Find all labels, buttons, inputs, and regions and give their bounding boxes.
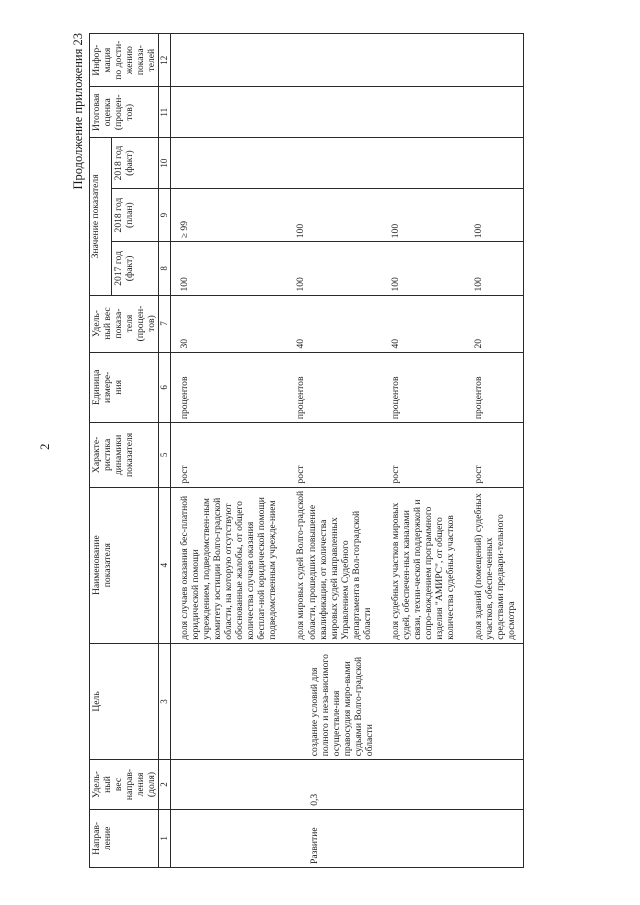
- value-2018-plan-cell: ≥ 99: [171, 188, 280, 241]
- dynamics-cell: рост: [457, 423, 524, 487]
- column-number: 12: [159, 34, 171, 87]
- dynamics-cell: рост: [171, 423, 280, 487]
- column-number: 11: [159, 87, 171, 138]
- value-2018-fact-cell: [279, 138, 373, 189]
- column-number: 3: [159, 643, 171, 759]
- direction-cell: Развитие: [171, 809, 524, 867]
- dynamics-cell: рост: [279, 423, 373, 487]
- value-2017-fact-cell: 100: [457, 242, 524, 295]
- header-row-1: [90, 34, 112, 868]
- goal-cell: создание условий для полного и неза-висимого осуществле-ния правосудия миро-выми судьями Волго-градской области: [171, 643, 524, 759]
- header-final-score: Итоговая оценка (процен- тов): [90, 87, 159, 138]
- table-row: [171, 34, 280, 868]
- column-number: 5: [159, 423, 171, 487]
- header-dynamics: Характе- ристика динамики показателя: [90, 423, 159, 487]
- column-number: 1: [159, 809, 171, 867]
- unit-cell: процентов: [457, 352, 524, 423]
- indicator-weight-cell: 20: [457, 295, 524, 352]
- achievement-info-cell: [374, 34, 457, 87]
- header-value-2018-fact: 2018 год (факт): [112, 138, 159, 189]
- dynamics-cell: рост: [374, 423, 457, 487]
- value-2017-fact-cell: 100: [279, 242, 373, 295]
- value-2018-plan-cell: 100: [374, 188, 457, 241]
- indicator-name-cell: доля случаев оказания бес-платной юридической помощи учреждением, подведомствен-ным комитету юстиции Волго-градской области, на которую отсутствуют обоснованные жалобы, от общего количества случаев оказания бесплат-ной юридической помощи подведомственным учрежде-нием: [171, 487, 280, 643]
- header-value-2017-fact: 2017 год (факт): [112, 242, 159, 295]
- header-value-2018-plan: 2018 год (план): [112, 188, 159, 241]
- header-indicator-name: Наименование показателя: [90, 487, 159, 643]
- column-number: 10: [159, 138, 171, 189]
- header-unit: Единица измере- ния: [90, 352, 159, 423]
- column-number: 4: [159, 487, 171, 643]
- header-achievement-info: Инфор- мация по дости- жению показа- телей: [90, 34, 159, 87]
- final-score-cell: [279, 87, 373, 138]
- final-score-cell: [457, 87, 524, 138]
- achievement-info-cell: [171, 34, 280, 87]
- unit-cell: процентов: [279, 352, 373, 423]
- page-number: 2: [37, 443, 52, 450]
- achievement-info-cell: [279, 34, 373, 87]
- header-indicator-weight: Удель- ный вес показа- теля (процен- тов): [90, 295, 159, 352]
- value-2017-fact-cell: 100: [374, 242, 457, 295]
- column-number-row: [159, 34, 171, 868]
- header-direction: Направ- ление: [90, 809, 159, 867]
- indicator-weight-cell: 40: [374, 295, 457, 352]
- indicator-weight-cell: 30: [171, 295, 280, 352]
- value-2017-fact-cell: 100: [171, 242, 280, 295]
- header-value-group: Значение показателя: [90, 138, 112, 295]
- header-direction-weight: Удель- ный вес направ- ления (доля): [90, 760, 159, 810]
- column-number: 7: [159, 295, 171, 352]
- value-2018-fact-cell: [457, 138, 524, 189]
- unit-cell: процентов: [374, 352, 457, 423]
- appendix-continuation-note: Продолжение приложения 23: [71, 33, 85, 190]
- column-number: 2: [159, 760, 171, 810]
- indicator-name-cell: доля судебных участков мировых судей, обеспечен-ных каналами связи, техни-ческой поддержкой и сопро-вождением программного изделия "АМИРС", от общего количества судебных участков: [374, 487, 457, 643]
- achievement-info-cell: [457, 34, 524, 87]
- indicator-name-cell: доля мировых судей Волго-градской области, прошедших повышение квалификации, от количества мировых судей направленных Управлением Судебного департамента в Вол-гоградской области: [279, 487, 373, 643]
- indicator-name-cell: доля зданий (помещений) судебных участков, обеспе-ченных средствами предвари-тельного досмотра: [457, 487, 524, 643]
- value-2018-fact-cell: [171, 138, 280, 189]
- header-goal: Цель: [90, 643, 159, 759]
- value-2018-fact-cell: [374, 138, 457, 189]
- indicator-weight-cell: 40: [279, 295, 373, 352]
- final-score-cell: [374, 87, 457, 138]
- column-number: 6: [159, 352, 171, 423]
- indicators-table: [89, 33, 524, 868]
- unit-cell: процентов: [171, 352, 280, 423]
- value-2018-plan-cell: 100: [457, 188, 524, 241]
- value-2018-plan-cell: 100: [279, 188, 373, 241]
- direction-weight-cell: 0,3: [171, 760, 524, 810]
- final-score-cell: [171, 87, 280, 138]
- rotated-page-content: [67, 33, 615, 868]
- column-number: 8: [159, 242, 171, 295]
- column-number: 9: [159, 188, 171, 241]
